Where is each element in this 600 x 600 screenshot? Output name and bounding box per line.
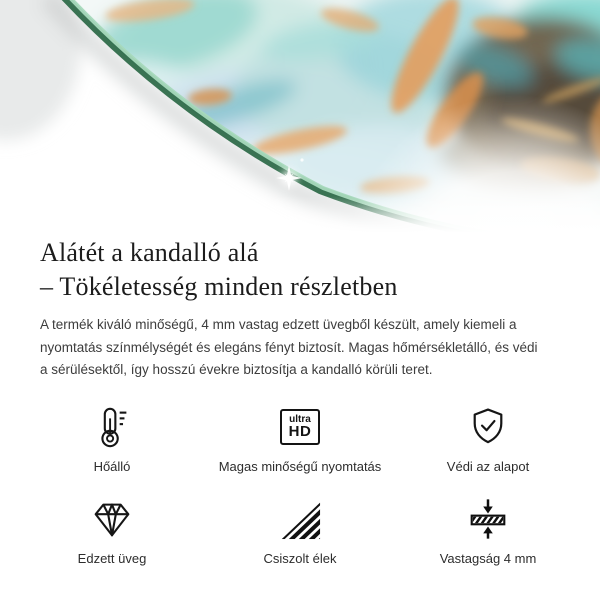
feature-label: Hőálló [93,458,131,474]
feature-label: Vastagság 4 mm [439,550,537,566]
polished-edges-icon [278,496,322,542]
feature-item-hd-print [206,404,394,474]
title-line-1: Alátét a kandalló alá [40,238,259,267]
feature-item-polished-edges [206,496,394,566]
feature-label: Edzett üveg [77,550,147,566]
feature-label: Védi az alapot [446,458,530,474]
feature-item-thickness [394,496,582,566]
ultra-hd-badge-bottom: HD [288,423,312,440]
features-grid [18,404,582,566]
feature-item-protects-base [394,404,582,474]
thickness-arrows-icon [465,496,511,542]
product-description-text: A termék kiváló minőségű, 4 mm vastag edzett üvegből készült, amely kiemeli a nyomtatás színmélységét és elegáns fényt biztosít. Magas hőmérsékletálló, és védi a sérülésektől, így hosszú évekre biztosítja a kandalló körüli teret. [40,317,538,377]
title-line-2: – Tökéletesség minden részletben [40,272,398,301]
product-copy-section [0,236,600,566]
feature-item-tempered-glass [18,496,206,566]
glass-disc-photo [0,0,600,232]
product-hero-image [0,0,600,232]
ultra-hd-badge-top: ultra [289,414,311,425]
diamond-icon [89,496,135,542]
thermometer-icon [89,404,135,450]
feature-label: Magas minőségű nyomtatás [218,458,382,474]
page-title [40,236,560,304]
feature-item-heat-resistant [18,404,206,474]
ultra-hd-icon [280,404,320,450]
feature-label: Csiszolt élek [263,550,337,566]
shield-check-icon [466,404,510,450]
